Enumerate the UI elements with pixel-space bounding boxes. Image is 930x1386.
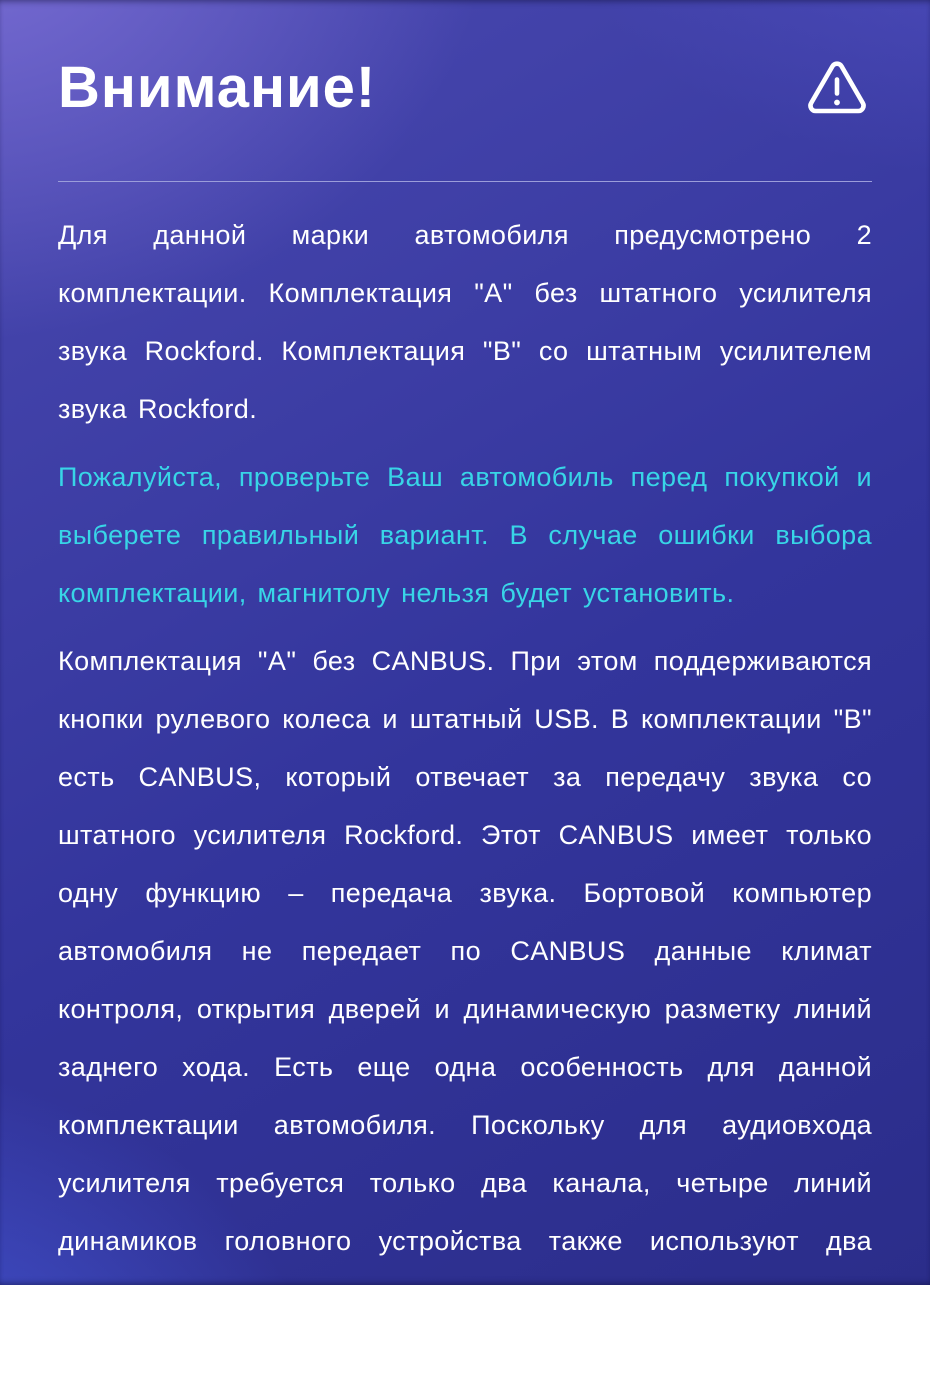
header <box>58 0 872 124</box>
page-title: Внимание! <box>58 55 377 120</box>
paragraph-check-before-purchase: Пожалуйста, проверьте Ваш автомобиль перед покупкой и выберете правильный вариант. В случае ошибки выбора комплектации, магнитолу нельзя будет установить. <box>58 462 872 608</box>
paragraph-canbus-details: Комплектация "А" без CANBUS. При этом поддерживаются кнопки рулевого колеса и штатный USB. В комплектации "В" есть CANBUS, который отвечает за передачу звука со штатного усилителя Rockford. Этот CANBUS имеет только одну функцию – передача звука. Бортовой компьютер автомобиля не передает по CANBUS данные климат контроля, открытия дверей и динамическую разметку линий заднего хода. Есть еще одна особенность для данной комплектации автомобиля. Поскольку для аудиовхода усилителя требуется только два канала, четыре линий динамиков головного устройства также используют два канала. Поэтому левые и правые задние динамики не могут настраиваться в звуковом поле эквалайзера. <box>58 646 872 1372</box>
warning-triangle-icon <box>806 58 868 115</box>
paragraph-trim-levels: Для данной марки автомобиля предусмотрено 2 комплектации. Комплектация "А" без штатного усилителя звука Rockford. Комплектация "В" со штатным усилителем звука Rockford. <box>58 220 872 424</box>
notice-body <box>58 182 872 1386</box>
